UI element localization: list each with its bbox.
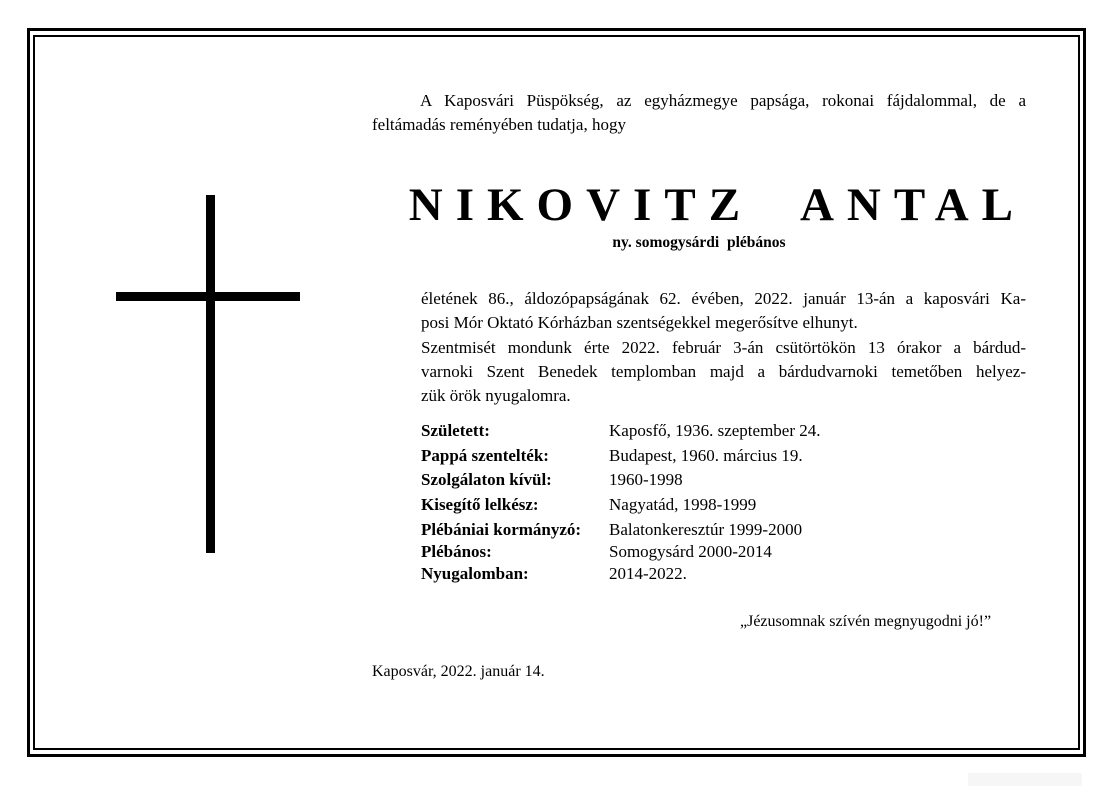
detail-label-parish-priest: Plébános:	[421, 542, 492, 561]
body-line: varnoki Szent Benedek templomban majd a bárdudvarnoki temetőben helyez-	[421, 362, 1026, 381]
body-line: Szentmisét mondunk érte 2022. február 3-án csütörtökön 13 órakor a bárdud-	[421, 338, 1026, 357]
deceased-title: ny. somogysárdi plébános	[612, 234, 786, 251]
detail-label-ordained: Pappá szentelték:	[421, 446, 549, 465]
detail-label-out-of-service: Szolgálaton kívül:	[421, 470, 552, 489]
detail-value-ordained: Budapest, 1960. március 19.	[609, 446, 803, 465]
place-and-date: Kaposvár, 2022. január 14.	[372, 663, 545, 680]
scan-artifact	[968, 773, 1082, 786]
body-line: életének 86., áldozópapságának 62. évében, 2022. január 13-án a kaposvári Ka-	[421, 289, 1026, 308]
detail-value-out-of-service: 1960-1998	[609, 470, 683, 489]
body-line: posi Mór Oktató Kórházban szentségekkel megerősítve elhunyt.	[421, 313, 858, 332]
detail-label-retired: Nyugalomban:	[421, 564, 529, 583]
detail-value-born: Kaposfő, 1936. szeptember 24.	[609, 421, 821, 440]
motto-quote: „Jézusomnak szívén megnyugodni jó!”	[740, 613, 992, 630]
detail-value-assistant-priest: Nagyatád, 1998-1999	[609, 495, 757, 514]
detail-value-parish-administrator: Balatonkeresztúr 1999-2000	[609, 520, 803, 539]
announcement-intro	[372, 89, 1026, 137]
body-line: zük örök nyugalomra.	[421, 386, 571, 405]
detail-value-parish-priest: Somogysárd 2000-2014	[609, 542, 772, 561]
detail-label-assistant-priest: Kisegítő lelkész:	[421, 495, 539, 514]
announcement-intro-text: A Kaposvári Püspökség, az egyházmegye papsága, rokonai fájdalommal, de a feltámadás reményében tudatja, hogy	[372, 91, 1026, 134]
cross-icon	[206, 195, 215, 553]
detail-value-retired: 2014-2022.	[609, 564, 687, 583]
detail-label-born: Született:	[421, 421, 490, 440]
cross-icon-crossbar	[116, 292, 300, 301]
detail-label-parish-administrator: Plébániai kormányzó:	[421, 520, 582, 539]
deceased-name: NIKOVITZ ANTAL	[408, 179, 1026, 231]
